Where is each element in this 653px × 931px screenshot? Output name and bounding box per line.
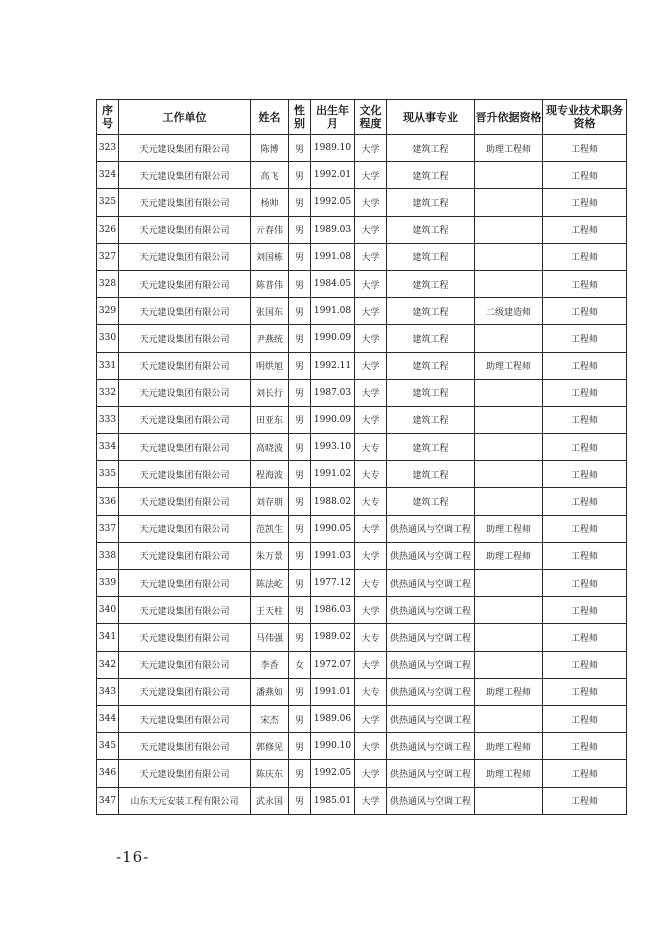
cell-edu: 大专 bbox=[355, 624, 387, 651]
cell-unit: 天元建设集团有限公司 bbox=[119, 434, 251, 461]
cell-qual: 工程师 bbox=[543, 379, 627, 406]
cell-edu: 大学 bbox=[355, 325, 387, 352]
cell-birth: 1992.01 bbox=[311, 162, 355, 189]
cell-name: 张国东 bbox=[251, 298, 289, 325]
cell-edu: 大学 bbox=[355, 189, 387, 216]
cell-name: 范凯生 bbox=[251, 515, 289, 542]
cell-edu: 大学 bbox=[355, 270, 387, 297]
cell-major: 建筑工程 bbox=[387, 488, 475, 515]
cell-seq: 336 bbox=[97, 488, 119, 515]
cell-edu: 大学 bbox=[355, 352, 387, 379]
cell-birth: 1989.03 bbox=[311, 216, 355, 243]
cell-major: 供热通风与空调工程 bbox=[387, 760, 475, 787]
cell-name: 高晓波 bbox=[251, 434, 289, 461]
cell-major: 建筑工程 bbox=[387, 216, 475, 243]
cell-edu: 大学 bbox=[355, 787, 387, 814]
cell-basis: 二级建造师 bbox=[475, 298, 543, 325]
cell-qual: 工程师 bbox=[543, 570, 627, 597]
header-name: 姓名 bbox=[251, 100, 289, 135]
table-row bbox=[97, 189, 627, 216]
cell-name: 刘长行 bbox=[251, 379, 289, 406]
table-row bbox=[97, 243, 627, 270]
cell-qual: 工程师 bbox=[543, 352, 627, 379]
cell-unit: 天元建设集团有限公司 bbox=[119, 298, 251, 325]
cell-name: 马伟强 bbox=[251, 624, 289, 651]
cell-unit: 天元建设集团有限公司 bbox=[119, 461, 251, 488]
cell-basis bbox=[475, 243, 543, 270]
cell-major: 供热通风与空调工程 bbox=[387, 515, 475, 542]
cell-qual: 工程师 bbox=[543, 488, 627, 515]
cell-sex: 男 bbox=[289, 624, 311, 651]
cell-major: 供热通风与空调工程 bbox=[387, 733, 475, 760]
cell-birth: 1993.10 bbox=[311, 434, 355, 461]
cell-qual: 工程师 bbox=[543, 216, 627, 243]
cell-qual: 工程师 bbox=[543, 760, 627, 787]
cell-sex: 男 bbox=[289, 515, 311, 542]
cell-qual: 工程师 bbox=[543, 406, 627, 433]
cell-qual: 工程师 bbox=[543, 325, 627, 352]
header-basis: 晋升依据资格 bbox=[475, 100, 543, 135]
table-row bbox=[97, 379, 627, 406]
cell-qual: 工程师 bbox=[543, 243, 627, 270]
cell-name: 高飞 bbox=[251, 162, 289, 189]
cell-basis bbox=[475, 216, 543, 243]
cell-name: 陈庆东 bbox=[251, 760, 289, 787]
cell-unit: 天元建设集团有限公司 bbox=[119, 570, 251, 597]
table-row bbox=[97, 434, 627, 461]
cell-unit: 天元建设集团有限公司 bbox=[119, 597, 251, 624]
table-row bbox=[97, 624, 627, 651]
cell-basis bbox=[475, 162, 543, 189]
cell-name: 刘存朋 bbox=[251, 488, 289, 515]
cell-birth: 1990.10 bbox=[311, 733, 355, 760]
cell-edu: 大学 bbox=[355, 733, 387, 760]
cell-name: 陈博 bbox=[251, 135, 289, 162]
table-row bbox=[97, 787, 627, 814]
cell-basis bbox=[475, 488, 543, 515]
cell-name: 亓春伟 bbox=[251, 216, 289, 243]
cell-sex: 男 bbox=[289, 733, 311, 760]
cell-birth: 1986.03 bbox=[311, 597, 355, 624]
table-row bbox=[97, 162, 627, 189]
cell-major: 建筑工程 bbox=[387, 352, 475, 379]
cell-birth: 1992.05 bbox=[311, 760, 355, 787]
cell-sex: 男 bbox=[289, 542, 311, 569]
cell-birth: 1991.01 bbox=[311, 678, 355, 705]
table-row bbox=[97, 651, 627, 678]
cell-major: 供热通风与空调工程 bbox=[387, 624, 475, 651]
table-row bbox=[97, 488, 627, 515]
cell-major: 建筑工程 bbox=[387, 243, 475, 270]
table-row bbox=[97, 678, 627, 705]
cell-edu: 大学 bbox=[355, 379, 387, 406]
cell-sex: 女 bbox=[289, 651, 311, 678]
cell-unit: 天元建设集团有限公司 bbox=[119, 270, 251, 297]
cell-seq: 335 bbox=[97, 461, 119, 488]
cell-name: 郭修见 bbox=[251, 733, 289, 760]
cell-name: 朱万景 bbox=[251, 542, 289, 569]
cell-sex: 男 bbox=[289, 325, 311, 352]
cell-basis bbox=[475, 570, 543, 597]
cell-unit: 天元建设集团有限公司 bbox=[119, 243, 251, 270]
cell-basis bbox=[475, 461, 543, 488]
cell-qual: 工程师 bbox=[543, 270, 627, 297]
cell-basis bbox=[475, 270, 543, 297]
cell-edu: 大学 bbox=[355, 406, 387, 433]
cell-birth: 1988.02 bbox=[311, 488, 355, 515]
cell-qual: 工程师 bbox=[543, 461, 627, 488]
header-edu: 文化程度 bbox=[355, 100, 387, 135]
header-birth: 出生年月 bbox=[311, 100, 355, 135]
cell-birth: 1989.02 bbox=[311, 624, 355, 651]
cell-major: 供热通风与空调工程 bbox=[387, 597, 475, 624]
cell-qual: 工程师 bbox=[543, 515, 627, 542]
cell-birth: 1977.12 bbox=[311, 570, 355, 597]
cell-unit: 天元建设集团有限公司 bbox=[119, 325, 251, 352]
cell-edu: 大学 bbox=[355, 298, 387, 325]
cell-name: 程海波 bbox=[251, 461, 289, 488]
cell-seq: 324 bbox=[97, 162, 119, 189]
cell-seq: 323 bbox=[97, 135, 119, 162]
cell-unit: 天元建设集团有限公司 bbox=[119, 189, 251, 216]
cell-seq: 346 bbox=[97, 760, 119, 787]
cell-birth: 1992.11 bbox=[311, 352, 355, 379]
cell-name: 陈普伟 bbox=[251, 270, 289, 297]
table-row bbox=[97, 325, 627, 352]
cell-edu: 大学 bbox=[355, 542, 387, 569]
cell-birth: 1987.03 bbox=[311, 379, 355, 406]
cell-edu: 大专 bbox=[355, 678, 387, 705]
cell-seq: 334 bbox=[97, 434, 119, 461]
cell-seq: 329 bbox=[97, 298, 119, 325]
cell-sex: 男 bbox=[289, 760, 311, 787]
table-row bbox=[97, 216, 627, 243]
cell-qual: 工程师 bbox=[543, 135, 627, 162]
cell-qual: 工程师 bbox=[543, 624, 627, 651]
cell-sex: 男 bbox=[289, 216, 311, 243]
cell-major: 供热通风与空调工程 bbox=[387, 570, 475, 597]
cell-qual: 工程师 bbox=[543, 678, 627, 705]
cell-unit: 天元建设集团有限公司 bbox=[119, 352, 251, 379]
cell-seq: 327 bbox=[97, 243, 119, 270]
cell-basis: 助理工程师 bbox=[475, 542, 543, 569]
cell-major: 供热通风与空调工程 bbox=[387, 651, 475, 678]
cell-basis bbox=[475, 406, 543, 433]
cell-qual: 工程师 bbox=[543, 705, 627, 732]
cell-major: 建筑工程 bbox=[387, 325, 475, 352]
cell-birth: 1985.01 bbox=[311, 787, 355, 814]
cell-basis bbox=[475, 787, 543, 814]
cell-edu: 大学 bbox=[355, 162, 387, 189]
cell-major: 供热通风与空调工程 bbox=[387, 787, 475, 814]
cell-major: 建筑工程 bbox=[387, 379, 475, 406]
cell-unit: 天元建设集团有限公司 bbox=[119, 515, 251, 542]
cell-seq: 332 bbox=[97, 379, 119, 406]
cell-name: 陈法屹 bbox=[251, 570, 289, 597]
cell-seq: 325 bbox=[97, 189, 119, 216]
cell-sex: 男 bbox=[289, 434, 311, 461]
header-major: 现从事专业 bbox=[387, 100, 475, 135]
cell-seq: 340 bbox=[97, 597, 119, 624]
cell-seq: 331 bbox=[97, 352, 119, 379]
cell-qual: 工程师 bbox=[543, 733, 627, 760]
cell-major: 建筑工程 bbox=[387, 270, 475, 297]
cell-sex: 男 bbox=[289, 406, 311, 433]
cell-edu: 大专 bbox=[355, 461, 387, 488]
cell-edu: 大学 bbox=[355, 760, 387, 787]
cell-seq: 333 bbox=[97, 406, 119, 433]
cell-seq: 339 bbox=[97, 570, 119, 597]
table-row bbox=[97, 298, 627, 325]
cell-sex: 男 bbox=[289, 461, 311, 488]
cell-qual: 工程师 bbox=[543, 298, 627, 325]
cell-basis: 助理工程师 bbox=[475, 352, 543, 379]
cell-edu: 大学 bbox=[355, 705, 387, 732]
cell-major: 建筑工程 bbox=[387, 406, 475, 433]
roster-table bbox=[96, 99, 627, 815]
cell-unit: 天元建设集团有限公司 bbox=[119, 705, 251, 732]
cell-major: 建筑工程 bbox=[387, 135, 475, 162]
cell-name: 杨帅 bbox=[251, 189, 289, 216]
cell-birth: 1991.08 bbox=[311, 298, 355, 325]
table-row bbox=[97, 542, 627, 569]
cell-qual: 工程师 bbox=[543, 787, 627, 814]
cell-unit: 天元建设集团有限公司 bbox=[119, 406, 251, 433]
cell-sex: 男 bbox=[289, 243, 311, 270]
cell-birth: 1991.08 bbox=[311, 243, 355, 270]
table-row bbox=[97, 352, 627, 379]
cell-unit: 天元建设集团有限公司 bbox=[119, 216, 251, 243]
cell-edu: 大学 bbox=[355, 135, 387, 162]
cell-edu: 大学 bbox=[355, 216, 387, 243]
cell-edu: 大学 bbox=[355, 243, 387, 270]
cell-sex: 男 bbox=[289, 678, 311, 705]
cell-basis: 助理工程师 bbox=[475, 760, 543, 787]
cell-unit: 天元建设集团有限公司 bbox=[119, 624, 251, 651]
cell-major: 供热通风与空调工程 bbox=[387, 705, 475, 732]
cell-seq: 326 bbox=[97, 216, 119, 243]
table-row bbox=[97, 705, 627, 732]
cell-birth: 1990.09 bbox=[311, 325, 355, 352]
cell-unit: 天元建设集团有限公司 bbox=[119, 135, 251, 162]
cell-edu: 大学 bbox=[355, 597, 387, 624]
cell-major: 建筑工程 bbox=[387, 434, 475, 461]
cell-sex: 男 bbox=[289, 379, 311, 406]
cell-sex: 男 bbox=[289, 352, 311, 379]
cell-edu: 大学 bbox=[355, 515, 387, 542]
cell-basis bbox=[475, 434, 543, 461]
cell-unit: 天元建设集团有限公司 bbox=[119, 542, 251, 569]
cell-name: 潘燕如 bbox=[251, 678, 289, 705]
cell-basis bbox=[475, 189, 543, 216]
cell-unit: 天元建设集团有限公司 bbox=[119, 379, 251, 406]
header-row bbox=[97, 100, 627, 135]
header-seq: 序号 bbox=[97, 100, 119, 135]
cell-basis: 助理工程师 bbox=[475, 515, 543, 542]
cell-sex: 男 bbox=[289, 570, 311, 597]
cell-seq: 344 bbox=[97, 705, 119, 732]
cell-edu: 大专 bbox=[355, 488, 387, 515]
cell-basis: 助理工程师 bbox=[475, 678, 543, 705]
cell-seq: 328 bbox=[97, 270, 119, 297]
table-row bbox=[97, 515, 627, 542]
cell-seq: 341 bbox=[97, 624, 119, 651]
cell-basis bbox=[475, 325, 543, 352]
cell-name: 田亚东 bbox=[251, 406, 289, 433]
cell-unit: 天元建设集团有限公司 bbox=[119, 760, 251, 787]
cell-sex: 男 bbox=[289, 135, 311, 162]
cell-edu: 大学 bbox=[355, 651, 387, 678]
table-row bbox=[97, 597, 627, 624]
cell-seq: 330 bbox=[97, 325, 119, 352]
cell-birth: 1989.06 bbox=[311, 705, 355, 732]
cell-major: 供热通风与空调工程 bbox=[387, 542, 475, 569]
table-row bbox=[97, 733, 627, 760]
cell-birth: 1972.07 bbox=[311, 651, 355, 678]
table-row bbox=[97, 270, 627, 297]
cell-major: 建筑工程 bbox=[387, 461, 475, 488]
cell-edu: 大专 bbox=[355, 434, 387, 461]
cell-seq: 342 bbox=[97, 651, 119, 678]
cell-name: 武永国 bbox=[251, 787, 289, 814]
cell-sex: 男 bbox=[289, 597, 311, 624]
cell-qual: 工程师 bbox=[543, 189, 627, 216]
table-row bbox=[97, 461, 627, 488]
cell-major: 建筑工程 bbox=[387, 162, 475, 189]
cell-basis: 助理工程师 bbox=[475, 135, 543, 162]
cell-name: 尹燕统 bbox=[251, 325, 289, 352]
header-unit: 工作单位 bbox=[119, 100, 251, 135]
cell-name: 刘国栋 bbox=[251, 243, 289, 270]
cell-birth: 1991.03 bbox=[311, 542, 355, 569]
cell-major: 建筑工程 bbox=[387, 189, 475, 216]
cell-birth: 1992.05 bbox=[311, 189, 355, 216]
cell-birth: 1990.09 bbox=[311, 406, 355, 433]
table-row bbox=[97, 406, 627, 433]
cell-major: 供热通风与空调工程 bbox=[387, 678, 475, 705]
page-number: -16- bbox=[116, 848, 150, 866]
cell-name: 王天柱 bbox=[251, 597, 289, 624]
cell-qual: 工程师 bbox=[543, 434, 627, 461]
cell-qual: 工程师 bbox=[543, 542, 627, 569]
cell-unit: 天元建设集团有限公司 bbox=[119, 488, 251, 515]
table-row bbox=[97, 760, 627, 787]
header-sex: 性别 bbox=[289, 100, 311, 135]
cell-name: 宋杰 bbox=[251, 705, 289, 732]
cell-birth: 1990.05 bbox=[311, 515, 355, 542]
cell-unit: 山东天元安装工程有限公司 bbox=[119, 787, 251, 814]
cell-basis bbox=[475, 624, 543, 651]
cell-seq: 347 bbox=[97, 787, 119, 814]
cell-birth: 1991.02 bbox=[311, 461, 355, 488]
cell-major: 建筑工程 bbox=[387, 298, 475, 325]
cell-seq: 338 bbox=[97, 542, 119, 569]
cell-qual: 工程师 bbox=[543, 597, 627, 624]
cell-qual: 工程师 bbox=[543, 651, 627, 678]
cell-sex: 男 bbox=[289, 270, 311, 297]
cell-seq: 343 bbox=[97, 678, 119, 705]
cell-seq: 337 bbox=[97, 515, 119, 542]
cell-unit: 天元建设集团有限公司 bbox=[119, 733, 251, 760]
cell-sex: 男 bbox=[289, 705, 311, 732]
cell-sex: 男 bbox=[289, 189, 311, 216]
cell-sex: 男 bbox=[289, 488, 311, 515]
cell-basis: 助理工程师 bbox=[475, 733, 543, 760]
cell-sex: 男 bbox=[289, 787, 311, 814]
cell-sex: 男 bbox=[289, 298, 311, 325]
cell-qual: 工程师 bbox=[543, 162, 627, 189]
cell-name: 李香 bbox=[251, 651, 289, 678]
cell-unit: 天元建设集团有限公司 bbox=[119, 162, 251, 189]
cell-sex: 男 bbox=[289, 162, 311, 189]
cell-basis bbox=[475, 651, 543, 678]
cell-unit: 天元建设集团有限公司 bbox=[119, 678, 251, 705]
table-row bbox=[97, 570, 627, 597]
cell-seq: 345 bbox=[97, 733, 119, 760]
cell-unit: 天元建设集团有限公司 bbox=[119, 651, 251, 678]
cell-birth: 1984.05 bbox=[311, 270, 355, 297]
roster-body bbox=[97, 135, 627, 815]
cell-basis bbox=[475, 597, 543, 624]
cell-birth: 1989.10 bbox=[311, 135, 355, 162]
cell-basis bbox=[475, 705, 543, 732]
table-row bbox=[97, 135, 627, 162]
cell-basis bbox=[475, 379, 543, 406]
cell-name: 明烘旭 bbox=[251, 352, 289, 379]
cell-edu: 大专 bbox=[355, 570, 387, 597]
header-qual: 现专业技术职务资格 bbox=[543, 100, 627, 135]
